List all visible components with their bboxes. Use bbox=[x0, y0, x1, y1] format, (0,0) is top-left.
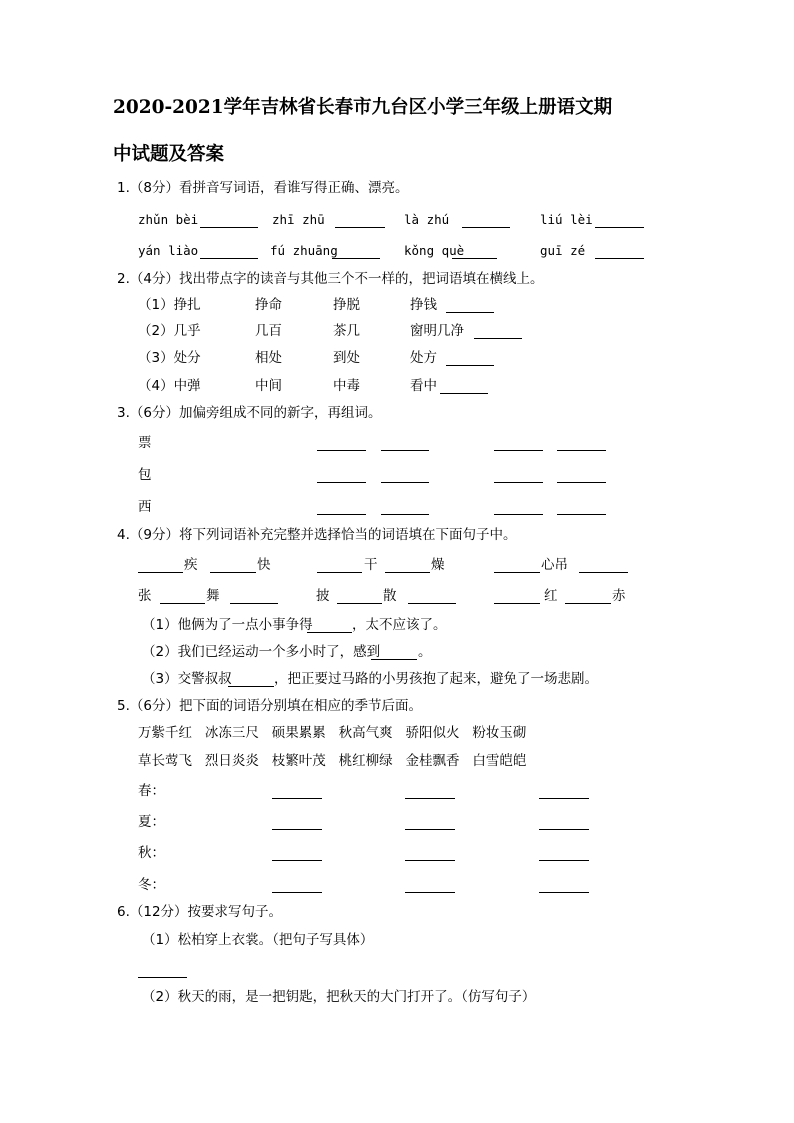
word: 茶几 bbox=[333, 323, 360, 339]
answer-blank[interactable] bbox=[337, 587, 382, 604]
answer-blank[interactable] bbox=[494, 587, 540, 604]
answer-blank[interactable] bbox=[408, 587, 456, 604]
word-part: 赤 bbox=[612, 588, 626, 604]
season-label: 夏： bbox=[138, 814, 165, 830]
word: 到处 bbox=[333, 350, 360, 366]
pinyin: guī zé bbox=[540, 243, 586, 258]
answer-blank[interactable] bbox=[405, 844, 455, 861]
answer-blank[interactable] bbox=[230, 587, 278, 604]
answer-blank[interactable] bbox=[228, 670, 274, 687]
answer-blank[interactable] bbox=[210, 556, 256, 573]
word-part: 张 bbox=[138, 588, 152, 604]
sentence-text: （1）他俩为了一点小事争得 bbox=[142, 617, 313, 633]
answer-blank[interactable] bbox=[557, 434, 606, 451]
word: （3）处分 bbox=[138, 350, 201, 366]
answer-blank[interactable] bbox=[579, 556, 628, 573]
answer-blank[interactable] bbox=[462, 211, 510, 228]
answer-blank[interactable] bbox=[272, 876, 322, 893]
pinyin: liú lèi bbox=[540, 212, 593, 227]
answer-blank[interactable] bbox=[405, 876, 455, 893]
answer-blank[interactable] bbox=[494, 434, 543, 451]
answer-blank[interactable] bbox=[557, 466, 606, 483]
answer-blank[interactable] bbox=[317, 556, 362, 573]
answer-blank[interactable] bbox=[595, 242, 644, 259]
q4-heading: 4.（9分）将下列词语补充完整并选择恰当的词语填在下面句子中。 bbox=[117, 527, 517, 543]
answer-blank[interactable] bbox=[539, 782, 589, 799]
answer-blank[interactable] bbox=[381, 498, 429, 515]
base-char: 包 bbox=[138, 467, 152, 483]
word: 挣脱 bbox=[333, 297, 360, 313]
answer-blank[interactable] bbox=[446, 349, 494, 366]
answer-blank[interactable] bbox=[595, 211, 644, 228]
word-part: 散 bbox=[383, 588, 397, 604]
answer-blank[interactable] bbox=[539, 876, 589, 893]
answer-blank[interactable] bbox=[272, 813, 322, 830]
word: 挣命 bbox=[255, 297, 282, 313]
pinyin: zhī zhū bbox=[272, 212, 325, 227]
answer-blank[interactable] bbox=[474, 322, 522, 339]
answer-blank[interactable] bbox=[138, 961, 187, 978]
q5-heading: 5.（6分）把下面的词语分别填在相应的季节后面。 bbox=[117, 698, 422, 714]
base-char: 西 bbox=[138, 499, 152, 515]
answer-blank[interactable] bbox=[494, 498, 543, 515]
answer-blank[interactable] bbox=[381, 466, 429, 483]
answer-blank[interactable] bbox=[446, 296, 494, 313]
word: 中毒 bbox=[333, 378, 360, 394]
word-part: 舞 bbox=[206, 588, 220, 604]
sentence-text: 。 bbox=[418, 644, 432, 660]
word: 处方 bbox=[410, 350, 437, 366]
answer-blank[interactable] bbox=[557, 498, 606, 515]
word: （4）中弹 bbox=[138, 378, 201, 394]
answer-blank[interactable] bbox=[160, 587, 205, 604]
answer-blank[interactable] bbox=[317, 498, 366, 515]
season-label: 春： bbox=[138, 783, 165, 799]
sentence-text: （2）我们已经运动一个多小时了，感到 bbox=[142, 644, 381, 660]
word-list: 万紫千红 冰冻三尺 硕果累累 秋高气爽 骄阳似火 粉妆玉砌 bbox=[138, 725, 527, 741]
word: 挣钱 bbox=[410, 297, 437, 313]
sentence-text: （2）秋天的雨，是一把钥匙，把秋天的大门打开了。（仿写句子） bbox=[142, 989, 536, 1005]
word-list: 草长莺飞 烈日炎炎 枝繁叶茂 桃红柳绿 金桂飘香 白雪皑皑 bbox=[138, 753, 527, 769]
answer-blank[interactable] bbox=[317, 466, 366, 483]
answer-blank[interactable] bbox=[539, 813, 589, 830]
answer-blank[interactable] bbox=[200, 211, 258, 228]
title-line-1: 2020-2021学年吉林省长春市九台区小学三年级上册语文期 bbox=[113, 97, 613, 118]
word: 几百 bbox=[255, 323, 282, 339]
season-label: 冬： bbox=[138, 877, 165, 893]
q1-heading: 1.（8分）看拼音写词语，看谁写得正确、漂亮。 bbox=[117, 180, 409, 196]
word-part: 干 bbox=[364, 557, 378, 573]
answer-blank[interactable] bbox=[200, 242, 258, 259]
word-part: 燥 bbox=[431, 557, 445, 573]
base-char: 票 bbox=[138, 435, 152, 451]
answer-blank[interactable] bbox=[440, 377, 488, 394]
answer-blank[interactable] bbox=[385, 556, 430, 573]
answer-blank[interactable] bbox=[371, 643, 417, 660]
answer-blank[interactable] bbox=[307, 616, 352, 633]
answer-blank[interactable] bbox=[494, 466, 543, 483]
answer-blank[interactable] bbox=[405, 782, 455, 799]
word: 看中 bbox=[410, 378, 437, 394]
answer-blank[interactable] bbox=[138, 556, 183, 573]
word: （2）几乎 bbox=[138, 323, 201, 339]
sentence-text: ，太不应该了。 bbox=[352, 617, 447, 633]
word-part: 红 bbox=[544, 588, 558, 604]
word-part: 疾 bbox=[184, 557, 198, 573]
pinyin: kǒng què bbox=[404, 243, 465, 258]
answer-blank[interactable] bbox=[272, 844, 322, 861]
pinyin: fú zhuāng bbox=[270, 243, 338, 258]
pinyin: zhǔn bèi bbox=[138, 212, 199, 227]
answer-blank[interactable] bbox=[539, 844, 589, 861]
word: 相处 bbox=[255, 350, 282, 366]
answer-blank[interactable] bbox=[494, 556, 540, 573]
answer-blank[interactable] bbox=[405, 813, 455, 830]
word: 中间 bbox=[255, 378, 282, 394]
answer-blank[interactable] bbox=[335, 211, 385, 228]
q3-heading: 3.（6分）加偏旁组成不同的新字，再组词。 bbox=[117, 405, 382, 421]
title-line-2: 中试题及答案 bbox=[113, 144, 225, 165]
word-part: 披 bbox=[316, 588, 330, 604]
pinyin: yán liào bbox=[138, 243, 199, 258]
word-part: 快 bbox=[257, 557, 271, 573]
answer-blank[interactable] bbox=[565, 587, 611, 604]
word-part: 心吊 bbox=[541, 557, 568, 573]
word: 窗明几净 bbox=[410, 323, 464, 339]
sentence-text: ，把正要过马路的小男孩抱了起来，避免了一场悲剧。 bbox=[274, 671, 598, 687]
sentence-text: （1）松柏穿上衣裳。（把句子写具体） bbox=[142, 932, 374, 948]
answer-blank[interactable] bbox=[452, 242, 497, 259]
answer-blank[interactable] bbox=[272, 782, 322, 799]
answer-blank[interactable] bbox=[317, 434, 366, 451]
answer-blank[interactable] bbox=[332, 242, 380, 259]
q2-heading: 2.（4分）找出带点字的读音与其他三个不一样的，把词语填在横线上。 bbox=[117, 271, 544, 287]
q6-heading: 6.（12分）按要求写句子。 bbox=[117, 904, 283, 920]
pinyin: là zhú bbox=[404, 212, 450, 227]
sentence-text: （3）交警叔叔 bbox=[142, 671, 232, 687]
answer-blank[interactable] bbox=[381, 434, 429, 451]
word: （1）挣扎 bbox=[138, 297, 201, 313]
season-label: 秋： bbox=[138, 845, 165, 861]
